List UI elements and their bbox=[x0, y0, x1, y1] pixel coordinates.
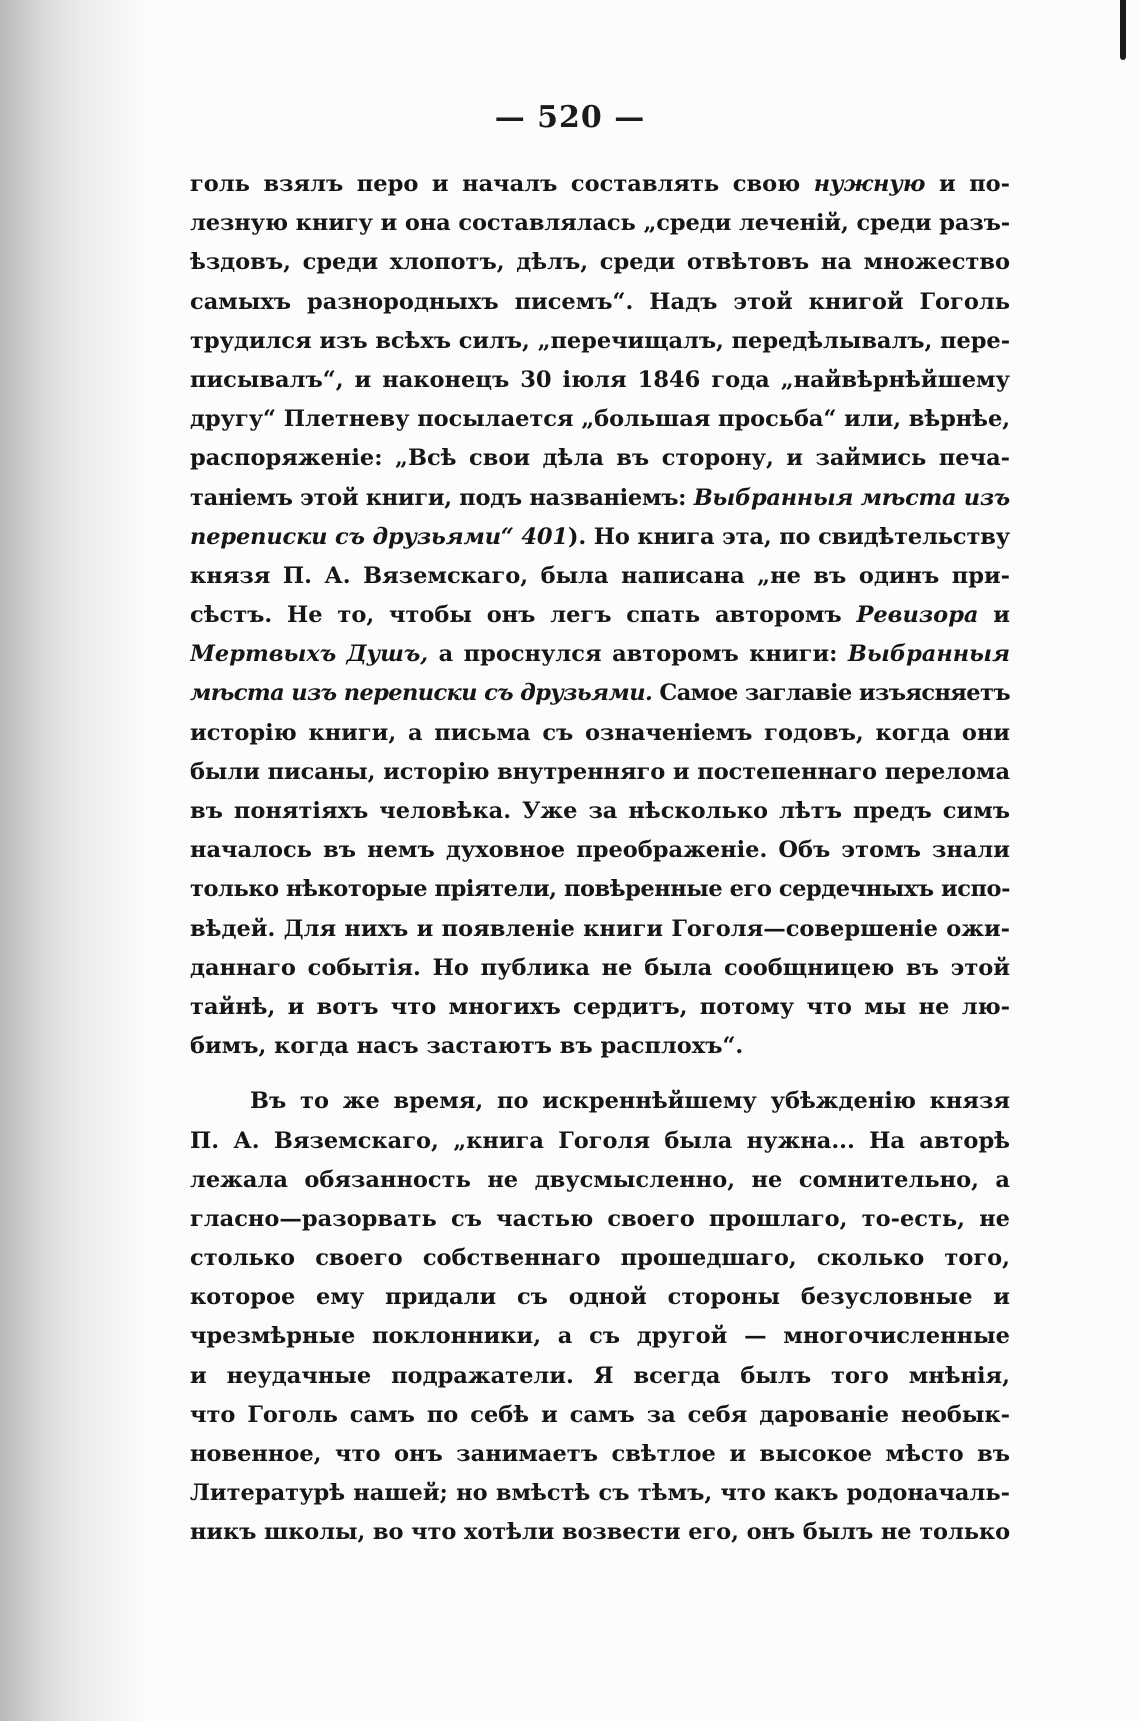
text-line bbox=[190, 1082, 1010, 1121]
paragraph-gap bbox=[190, 1066, 1010, 1082]
text-line bbox=[190, 674, 1010, 713]
line-8: распоряженіе: „Всѣ свои дѣла въ сторону, и займись печа- bbox=[190, 445, 1010, 472]
text-line bbox=[190, 1357, 1010, 1396]
line-23: бимъ, когда насъ застаютъ въ расплохъ“. bbox=[190, 1033, 744, 1060]
line-10: переписки съ друзьями“ 401). Но книга эта, по свидѣтельству bbox=[190, 523, 1010, 550]
text-line bbox=[190, 204, 1010, 243]
line-35: никъ школы, во что хотѣли возвести его, онъ былъ не только bbox=[190, 1519, 1010, 1546]
line-12: сѣстъ. Не то, чтобы онъ легъ спать авторомъ Ревизора и bbox=[190, 602, 1010, 629]
line-19: только нѣкоторые пріятели, повѣренные его сердечныхъ испо- bbox=[190, 876, 1010, 903]
line-31: и неудачные подражатели. Я всегда былъ того мнѣнія, bbox=[190, 1362, 1010, 1389]
line-30: чрезмѣрные поклонники, а съ другой — многочисленные bbox=[190, 1323, 1010, 1350]
text-line bbox=[190, 988, 1010, 1027]
text-line bbox=[190, 479, 1010, 518]
line-24: Въ то же время, по искреннѣйшему убѣжденію князя bbox=[250, 1088, 1010, 1115]
line-29: которое ему придали съ одной стороны безусловные и bbox=[190, 1284, 1010, 1311]
line-6: писывалъ“, и наконецъ 30 іюля 1846 года „найвѣрнѣйшему bbox=[190, 366, 1010, 393]
line-9: таніемъ этой книги, подъ названіемъ: Выбранныя мѣста изъ bbox=[190, 484, 1010, 511]
text-line bbox=[190, 1317, 1010, 1356]
italic-phrase: 401 bbox=[521, 523, 568, 550]
text-line bbox=[190, 1278, 1010, 1317]
text-line bbox=[190, 165, 1010, 204]
text-line bbox=[190, 831, 1010, 870]
page-number: — 520 — bbox=[494, 100, 646, 135]
text-line bbox=[190, 635, 1010, 674]
line-3: ѣздовъ, среди хлопотъ, дѣлъ, среди отвѣтовъ на множество bbox=[190, 249, 1010, 276]
italic-phrase: Выбранныя мѣста изъ bbox=[693, 484, 1010, 511]
text-line bbox=[190, 361, 1010, 400]
text-line bbox=[190, 753, 1010, 792]
italic-phrase: Выбранныя bbox=[847, 641, 1010, 668]
text-line bbox=[190, 714, 1010, 753]
line-15: исторію книги, а письма съ означеніемъ годовъ, когда они bbox=[190, 719, 1010, 746]
text-line bbox=[190, 1435, 1010, 1474]
line-7: другу“ Плетневу посылается „большая просьба“ или, вѣрнѣе, bbox=[190, 406, 1010, 433]
line-2: лезную книгу и она составлялась „среди леченій, среди разъ- bbox=[190, 210, 1010, 237]
text-line bbox=[190, 792, 1010, 831]
text-line bbox=[190, 596, 1010, 635]
text-line bbox=[190, 1513, 1010, 1552]
page-edge-mark bbox=[1120, 0, 1126, 60]
line-11: князя П. А. Вяземскаго, была написана „не въ одинъ при- bbox=[190, 562, 1010, 589]
text-line bbox=[190, 1027, 1010, 1066]
line-22: тайнѣ, и вотъ что многихъ сердитъ, потому что мы не лю- bbox=[190, 993, 1010, 1020]
italic-phrase: Мертвыхъ Душъ, bbox=[190, 641, 429, 668]
line-17: въ понятіяхъ человѣка. Уже за нѣсколько лѣтъ предъ симъ bbox=[190, 798, 1010, 824]
line-34: Литературѣ нашей; но вмѣстѣ съ тѣмъ, что какъ родоначаль- bbox=[190, 1480, 1010, 1507]
italic-phrase: мѣста изъ переписки съ друзьями. bbox=[190, 680, 653, 707]
body-text bbox=[190, 165, 1010, 1553]
text-line bbox=[190, 870, 1010, 909]
text-line bbox=[190, 400, 1010, 439]
line-33: новенное, что онъ занимаетъ свѣтлое и высокое мѣсто въ bbox=[190, 1441, 1010, 1467]
line-27: гласно—разорвать съ частью своего прошлаго, то-есть, не bbox=[190, 1205, 1010, 1232]
text-line bbox=[190, 1396, 1010, 1435]
text-line bbox=[190, 439, 1010, 478]
line-32: что Гоголь самъ по себѣ и самъ за себя дарованіе необык- bbox=[190, 1401, 1010, 1428]
text-line bbox=[190, 910, 1010, 949]
italic-phrase: Ревизора bbox=[856, 602, 979, 629]
line-21: даннаго событія. Но публика не была сообщницею въ этой bbox=[190, 954, 1010, 981]
text-line bbox=[190, 243, 1010, 282]
line-20: вѣдей. Для нихъ и появленіе книги Гоголя—совершеніе ожи- bbox=[190, 915, 1010, 942]
binding-shadow bbox=[0, 0, 150, 1721]
line-28: столько своего собственнаго прошедшаго, сколько того, bbox=[190, 1245, 1010, 1272]
line-1: голь взялъ перо и началъ составлять свою нужную и по- bbox=[190, 171, 1010, 197]
text-line bbox=[190, 1474, 1010, 1513]
line-14: мѣста изъ переписки съ друзьями. Самое заглавіе изъясняетъ bbox=[190, 680, 1010, 707]
text-line bbox=[190, 1239, 1010, 1278]
italic-phrase: переписки съ друзьями“ bbox=[190, 523, 514, 550]
line-16: были писаны, исторію внутренняго и постепеннаго перелома bbox=[190, 758, 1010, 785]
text-line bbox=[190, 518, 1010, 557]
text-line bbox=[190, 557, 1010, 596]
text-line bbox=[190, 322, 1010, 361]
text-line bbox=[190, 1200, 1010, 1239]
line-18: началось въ немъ духовное преображеніе. Объ этомъ знали bbox=[190, 837, 1010, 864]
line-25: П. А. Вяземскаго, „книга Гоголя была нужна... На авторѣ bbox=[190, 1127, 1010, 1154]
line-5: трудился изъ всѣхъ силъ, „перечищалъ, передѣлывалъ, пере- bbox=[190, 327, 1010, 354]
text-line bbox=[190, 949, 1010, 988]
line-13: Мертвыхъ Душъ, а проснулся авторомъ книги: Выбранныя bbox=[190, 641, 1010, 668]
line-4: самыхъ разнородныхъ писемъ“. Надъ этой книгой Гоголь bbox=[190, 288, 1010, 315]
line-26: лежала обязанность не двусмысленно, не сомнительно, а bbox=[190, 1166, 1010, 1193]
italic-phrase: нужную bbox=[813, 171, 926, 197]
text-line bbox=[190, 1122, 1010, 1161]
text-line bbox=[190, 1161, 1010, 1200]
text-line bbox=[190, 283, 1010, 322]
